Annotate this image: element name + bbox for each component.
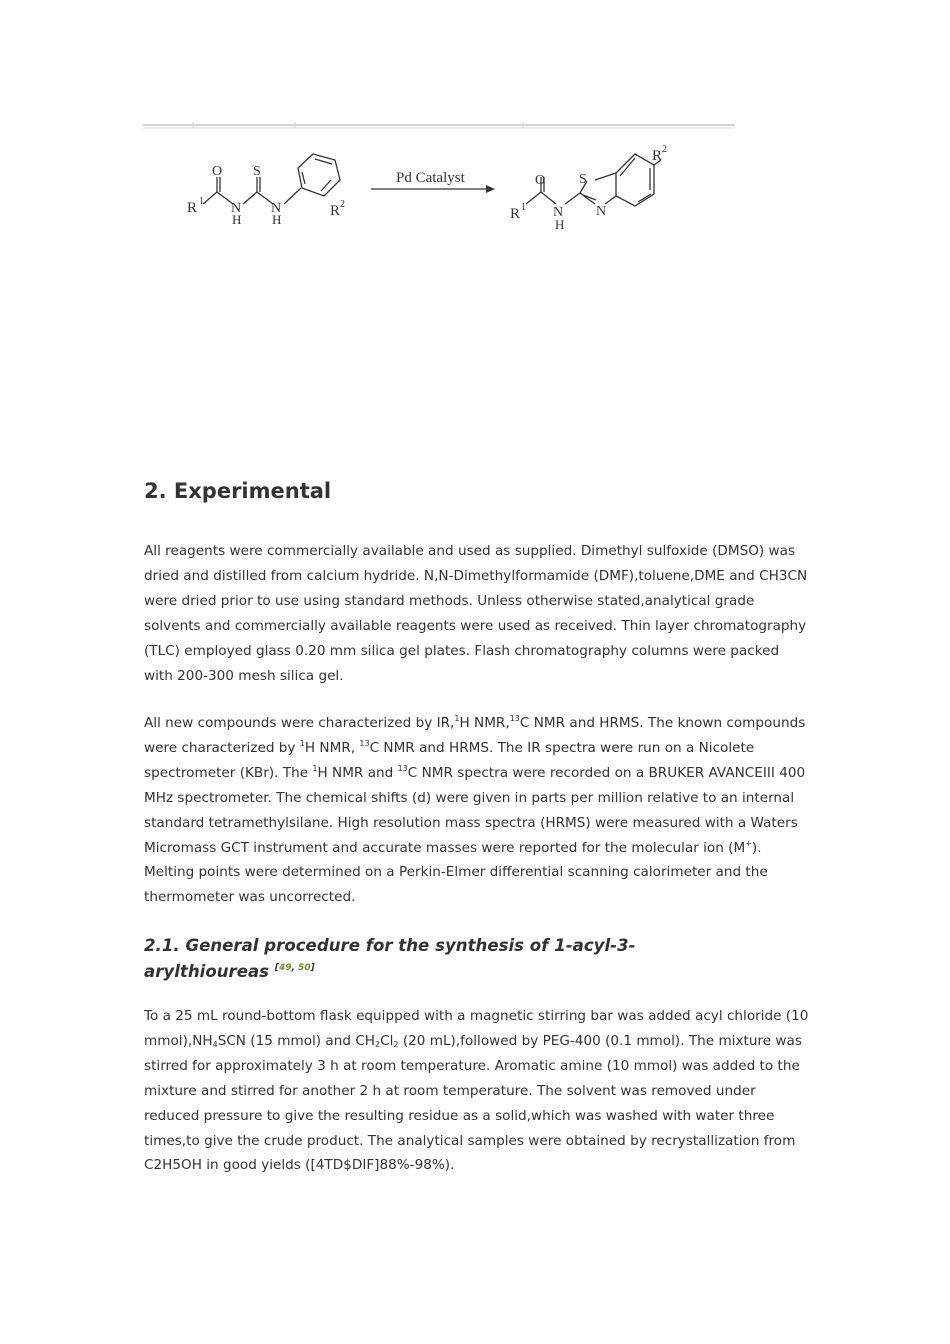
product-carbonyl-o: O: [535, 173, 546, 188]
product-nh-n: N: [553, 205, 564, 220]
product-r1-label: R: [510, 206, 521, 222]
reactant-n2: N: [271, 201, 282, 216]
product-ring-s: S: [579, 172, 587, 187]
subsection-title: 2.1. General procedure for the synthesis of 1-acyl-3-arylthioureas [49, 50]: [144, 936, 636, 981]
reaction-scheme-drawing: [143, 120, 735, 240]
citation-link-50[interactable]: 50: [298, 963, 311, 973]
product-r2-superscript: 2: [662, 144, 667, 155]
reactant-h1: H: [232, 212, 242, 227]
reactant-thione-s: S: [253, 164, 261, 179]
product-ring-n: N: [596, 204, 607, 219]
product-r1-superscript: 1: [521, 202, 526, 213]
catalyst-label: Pd Catalyst: [396, 170, 465, 186]
r1-superscript: 1: [199, 196, 204, 207]
product-structure: [526, 154, 661, 206]
product-nh-h: H: [555, 217, 565, 232]
r1-label: R: [187, 200, 198, 216]
reactant-structure: [203, 154, 340, 204]
reactant-n1: N: [231, 201, 242, 216]
citation-link-49[interactable]: 49: [278, 963, 292, 973]
citation-refs: [49, 50]: [274, 963, 315, 973]
reactant-r2-superscript: 2: [340, 199, 345, 210]
reaction-scheme: [143, 120, 735, 240]
paragraph-procedure: To a 25 mL round-bottom flask equipped with a magnetic stirring bar was added acyl chloride (10 $mmol),NH_4SCN$ (15 mmol) and $CH_2Cl_2$ (20 mL),followed by PEG-400 (0.1 mmol). The mixture was stirred for approximately 3 h at room temperature. Aromatic amine (10 mmol) was added to the mixture and stirred for another 2 h at room temperature. The solvent was removed under reduced pressure to give the resulting residue as a solid,which was washed with water three times,to give the crude product. The analytical samples were obtained by recrystallization from C2H5OH in good yields ([4TD$DIF]88%-98%).: [144, 1008, 809, 1174]
paragraph-reagents: All reagents were commercially available and used as supplied. Dimethyl sulfoxide (DMSO) was dried and distilled from calcium hydride. N,N-Dimethylformamide (DMF),toluene,DME and CH3CN were dried prior to use using standard methods. Unless otherwise stated,analytical grade solvents and commercially available reagents were used as received. Thin layer chromatography (TLC) employed glass 0.20 mm silica gel plates. Flash chromatography columns were packed with 200-300 mesh silica gel.: [144, 543, 808, 684]
product-r2-label: R: [652, 148, 663, 164]
reactant-r2-label: R: [330, 203, 341, 219]
reactant-carbonyl-o: O: [212, 164, 223, 179]
paragraph-characterization: All new compounds were characterized by IR,$^1$H NMR,$^{13}$C NMR and HRMS. The known compounds were characterized by $^1$H NMR, $^{13}$C NMR and HRMS. The IR spectra were run on a Nicolete spectrometer (KBr). The $^1$H NMR and $^{13}$C NMR spectra were recorded on a BRUKER AVANCEIII 400 MHz spectrometer. The chemical shifts (d) were given in parts per million relative to an internal standard tetramethylsilane. High resolution mass spectra (HRMS) were measured with a Waters Micromass GCT instrument and accurate masses were reported for the molecular ion (M+). Melting points were determined on a Perkin-Elmer differential scanning calorimeter and the thermometer was uncorrected.: [144, 714, 806, 906]
section-title: 2. Experimental: [144, 479, 332, 503]
reactant-h2: H: [272, 212, 282, 227]
